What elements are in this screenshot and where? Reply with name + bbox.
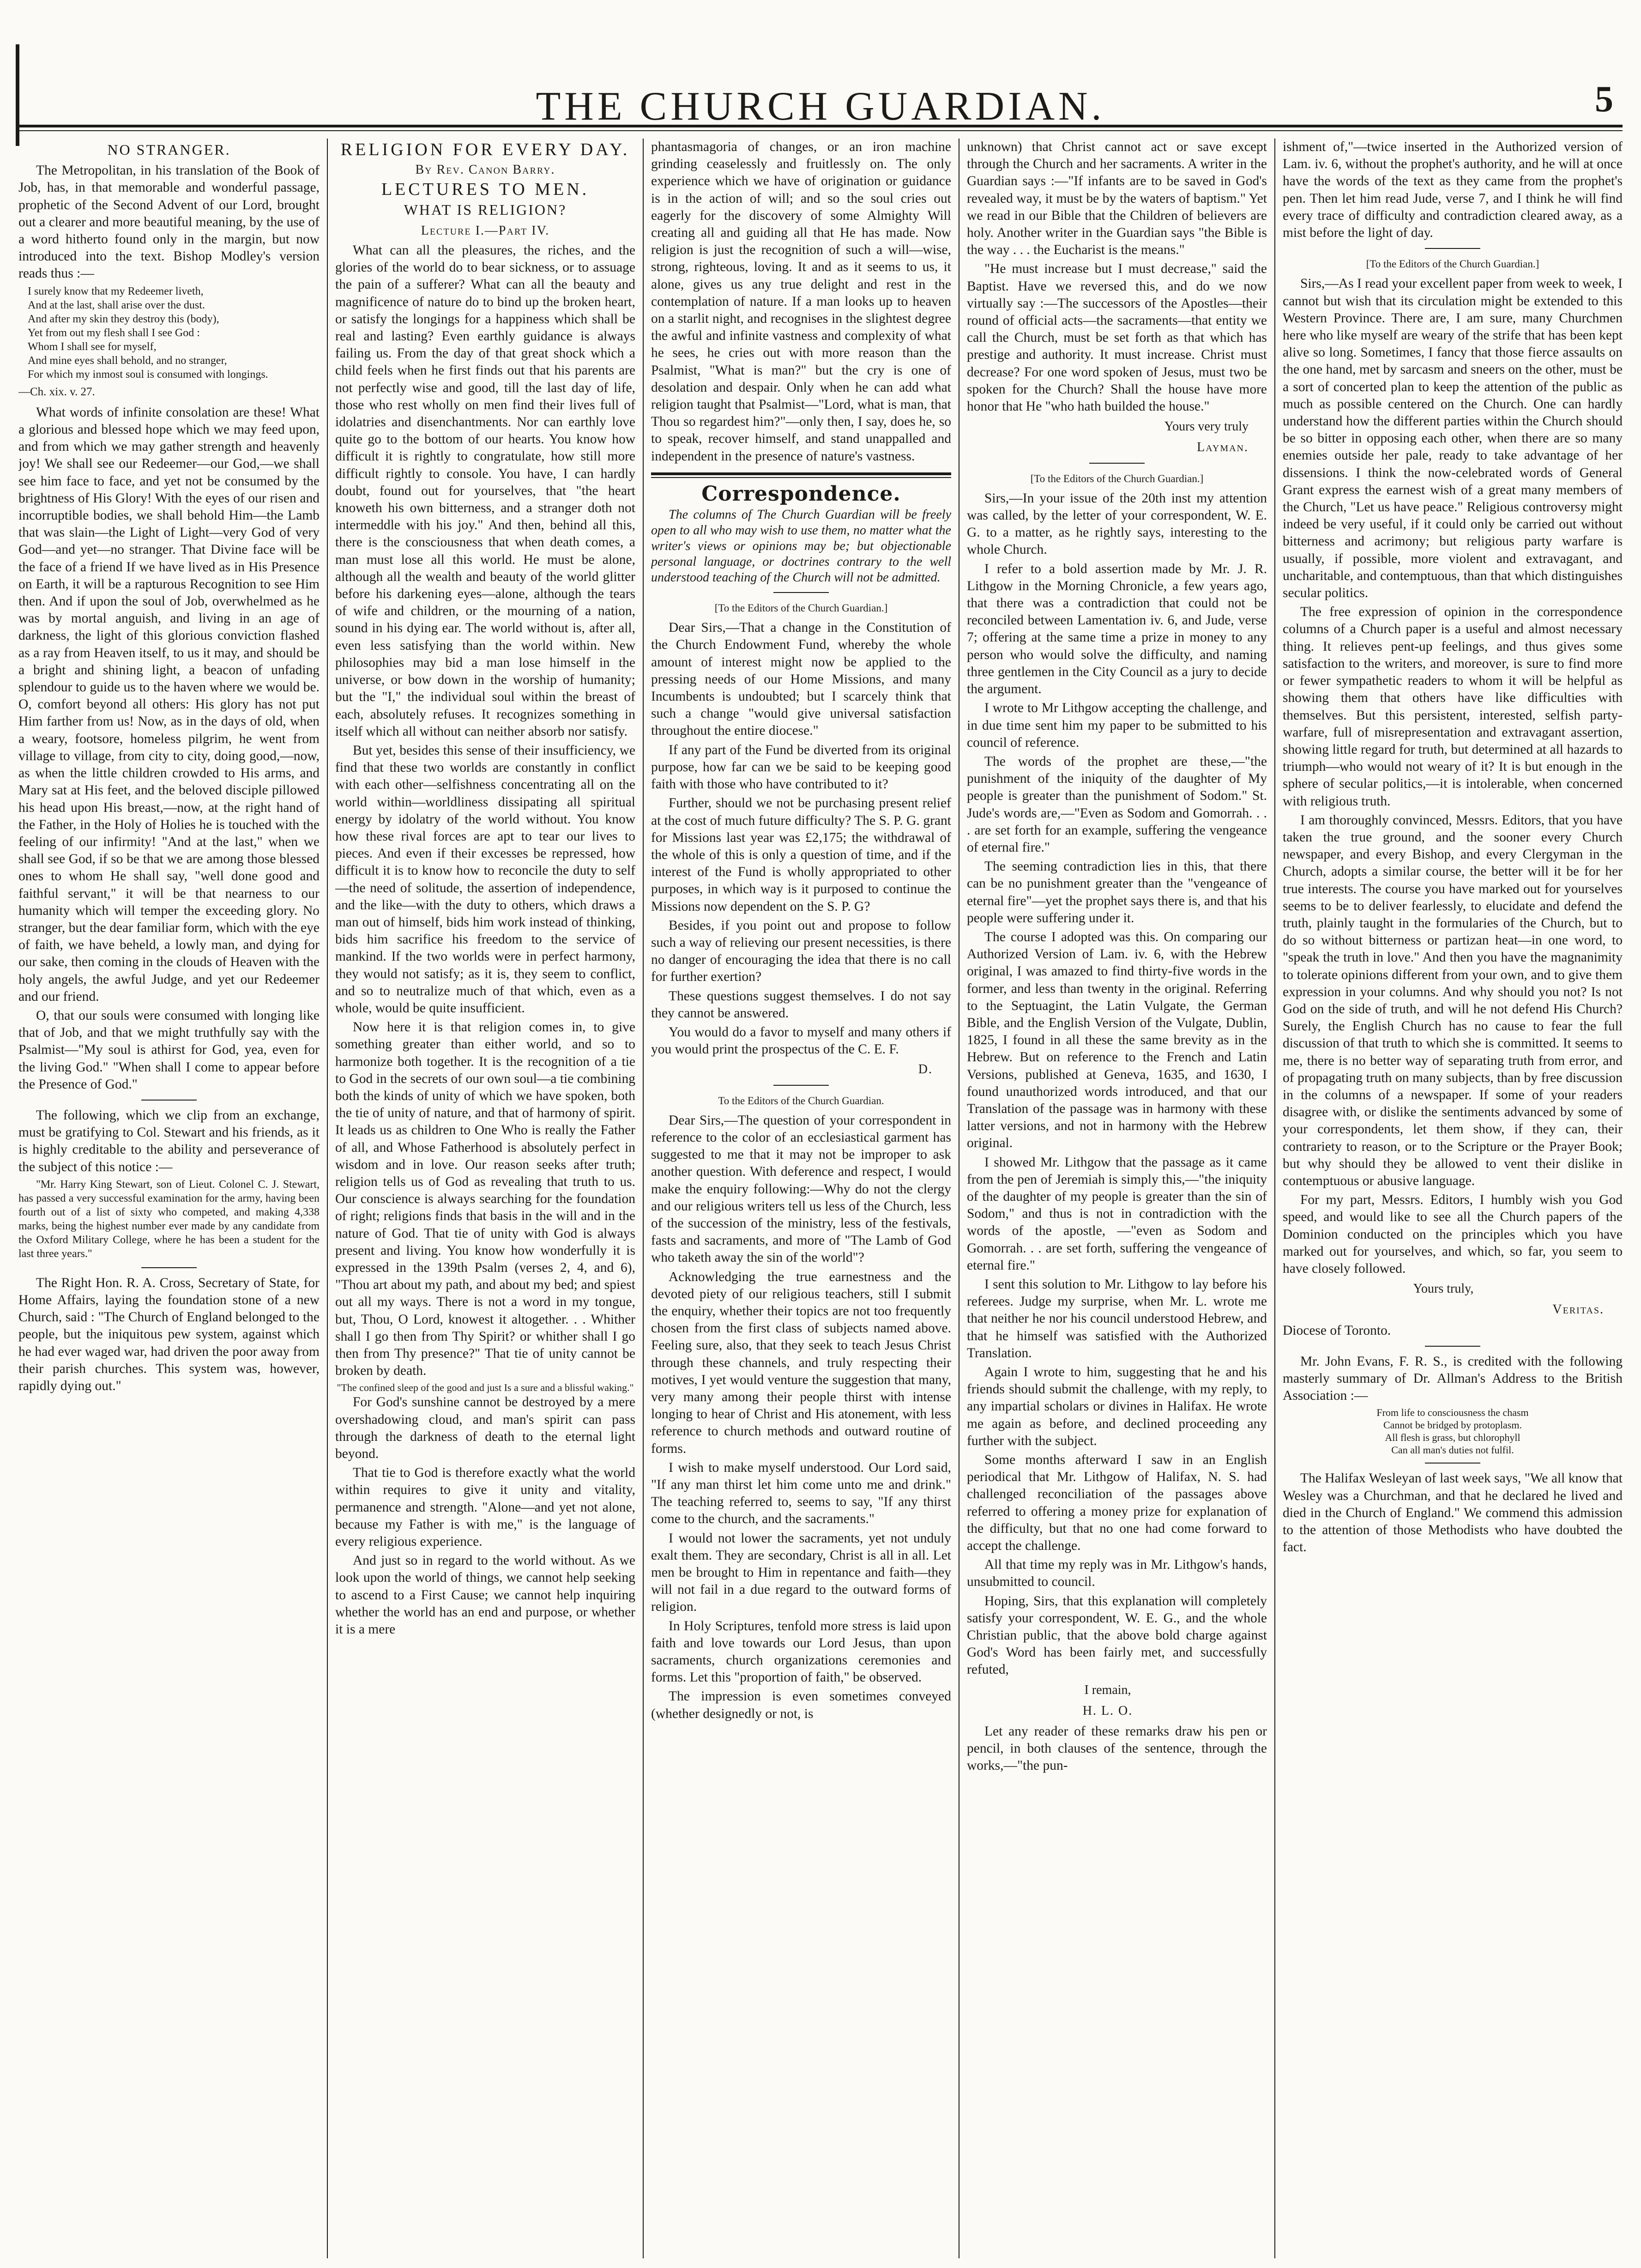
letter-paragraph: All that time my reply was in Mr. Lithgow's hands, unsubmitted to council.: [967, 1557, 1267, 1590]
column-1: [18, 139, 320, 2258]
letter-paragraph: Sirs,—As I read your excellent paper from week to week, I cannot but wish that its circulation might be extended to this Western Province. There are, I am sure, many Churchmen here who like myself are weary of the strife that has been kept alive so long. Sometimes, I fancy that those fierce assaults on the one hand, met by sarcasm and sneers on the other, must be a sort of concerted plan to keep the attention of the public as much as possible centered on the Church. One can hardly understand how the different parties within the Church should be so bitter in opposing each other, when there are so many enemies outside her pale, ready to take advantage of her dissensions. I think the now-celebrated words of General Grant express the earnest wish of a great many members of the Church, "Let us have peace." Religious controversy might indeed be very useful, if it could only be carried out without bitterness and acrimony; but religious party warfare is usually, if possible, more violent and extravagant, and uncharitable, and contemptuous, than that which distinguishes secular politics.: [1283, 276, 1623, 601]
verse-citation: —Ch. xix. v. 27.: [18, 385, 95, 398]
letter-place: Diocese of Toronto.: [1283, 1323, 1391, 1338]
paragraph: And just so in regard to the world without. As we look upon the world of things, we cannot help seeking to ascend to a First Cause; we cannot help inquiring whether the world has an end and purpose, or whether it is a mere: [335, 1553, 635, 1637]
letter-paragraph: These questions suggest themselves. I do not say they cannot be answered.: [651, 988, 951, 1021]
series-title: LECTURES TO MEN.: [381, 180, 590, 200]
divider: [773, 592, 829, 593]
letter-paragraph: Besides, if you point out and propose to follow such a way of relieving our present necessities, is there no danger of encouraging the idea that there is no call for further exertion?: [651, 918, 951, 985]
divider: [141, 1267, 197, 1268]
verse-line: Whom I shall see for myself,: [28, 340, 157, 353]
newspaper-title: THE CHURCH GUARDIAN.: [536, 84, 1105, 129]
divider: [1089, 463, 1145, 464]
page-columns: [18, 139, 1623, 2258]
masthead-rule: [18, 125, 1623, 127]
page-number: 5: [1595, 79, 1613, 120]
article-title-religion: RELIGION FOR EVERY DAY.: [340, 140, 630, 159]
letter-paragraph: Hoping, Sirs, that this explanation will completely satisfy your correspondent, W. E. G., and the whole Christian public, that the above bold charge against God's Word has been fairly met, and successfully refuted,: [967, 1593, 1267, 1677]
letter-paragraph: Acknowledging the true earnestness and the devoted piety of our religious teachers, still I submit the enquiry, whether their topics are not too frequently chosen from the first class of subjects named above. Feeling sure, also, that they seek to teach Jesus Christ through these channels, and truly respecting their motives, I yet would venture the suggestion that many, very many among their people thirst with intense longing to hear of Christ and His atonement, with less reference to church methods and outward routine of forms.: [651, 1269, 951, 1456]
letter-paragraph: ishment of,"—twice inserted in the Authorized version of Lam. iv. 6, without the prophet's authority, and he will at once have the words of the text as they came from the prophet's pen. Then let him read Jude, verse 7, and I think he will find every trace of difficulty and contradiction cleared away, as a mist before the light of day.: [1283, 139, 1623, 241]
letter-paragraph: Sirs,—In your issue of the 20th inst my attention was called, by the letter of your correspondent, W. E. G. to a matter, as he rightly says, interesting to the whole Church.: [967, 490, 1267, 557]
letter-address: [To the Editors of the Church Guardian.]: [714, 602, 888, 614]
letter-address: [To the Editors of the Church Guardian.]: [1030, 472, 1204, 484]
letter-paragraph: I wish to make myself understood. Our Lord said, "If any man thirst let him come unto me and drink." The teaching referred to, seems to say, "If any thirst come to the church, and the sacraments.": [651, 1460, 951, 1527]
masthead-rule-thin: [18, 130, 1623, 131]
paragraph: What can all the pleasures, the riches, and the glories of the world do to bear sickness, or to assuage the pain of a sufferer? What can all the beauty and magnificence of nature do to bind up the broken heart, or satisfy the longings for a happiness which shall be real and lasting? Even earthly guidance is always failing us. From the day of that great shock which a child feels when he first finds out that his parents are not perfectly wise and good, till the last day of life, those who rest wholly on men find their lives full of idolatries and disenchantments. Nor can earthly love quite go to the bottom of our hearts. You know how difficult it is rightly to congratulate, how still more difficult rightly to console. You have, I can hardly doubt, found out for yourselves, that "the heart knoweth his own bitterness, and a stranger doth not intermeddle with his joy." And then, behind all this, there is the consciousness that when death comes, a man must lose all this world. He must be alone, although all the wealth and beauty of the world glitter before his darkening eyes—alone, although the tears of wife and children, or the mourning of a nation, sound in his dying ear. The world without is, after all, even less satisfying than the world within. New philosophies may bid a man lose himself in the universe, or bow down in the worship of humanity; but the "I," the individual soul within the breast of each, absolutely refuses. It recognizes something in itself which all without can neither absorb nor satisfy.: [335, 243, 635, 739]
column-3: [651, 139, 951, 2258]
signature: H. L. O.: [1082, 1703, 1133, 1718]
paragraph: Mr. John Evans, F. R. S., is credited with the following masterly summary of Dr. Allman's Address to the British Association :—: [1283, 1354, 1623, 1403]
verse-line: Yet from out my flesh shall I see God :: [28, 327, 200, 339]
letter-address: To the Editors of the Church Guardian.: [718, 1095, 884, 1107]
verse-line: All flesh is grass, but chlorophyll: [1385, 1432, 1520, 1444]
quoted-paragraph: "Mr. Harry King Stewart, son of Lieut. Colonel C. J. Stewart, has passed a very successful examination for the army, having been fourth out of a list of sixty who competed, and making 4,338 marks, being the highest number ever made by any candidate from the Oxford Military College, where he has been a student for the last three years.": [18, 1178, 320, 1260]
divider-thin: [651, 477, 951, 478]
divider: [141, 1100, 197, 1101]
verse-block: [28, 284, 320, 381]
signature: Layman.: [1197, 440, 1249, 455]
verse-block: [1283, 1406, 1623, 1456]
column-rule: [643, 139, 644, 2258]
column-2: [335, 139, 635, 2258]
letter-paragraph: Dear Sirs,—The question of your correspondent in reference to the color of an ecclesiastical garment has suggested to me that it may not be improper to ask another question. With deference and respect, I would make the enquiry following:—Why do not the clergy and our religious writers tell us less of the Church, less of the succession of the ministry, less of the festivals, fasts and sacraments, and more of "The Lamb of God who taketh away the sin of the world"?: [651, 1113, 951, 1265]
letter-paragraph: I showed Mr. Lithgow that the passage as it came from the pen of Jeremiah is simply this,—"the iniquity of the daughter of my people is greater than the sin of Sodom," and thus is not in contradiction with the words of the apostle, —"even as Sodom and Gomorrah. . . are set forth, suffering the vengeance of eternal fire.": [967, 1155, 1267, 1273]
signature: D.: [918, 1062, 933, 1077]
masthead: [0, 0, 1641, 134]
letter-paragraph: Again I wrote to him, suggesting that he and his friends should submit the challenge, with my reply, to any impartial scholars or divines in Halifax. He wrote me again as before, and declined proceeding any further with the subject.: [967, 1365, 1267, 1448]
column-4: [967, 139, 1267, 2258]
letter-paragraph: The free expression of opinion in the correspondence columns of a Church paper is a useful and almost necessary thing. It relieves pent-up feelings, and thus gives some satisfaction to the writers, and moreover, is sure to find more or fewer sympathetic readers to whom it will be helpful as showing them that others have like difficulties with themselves. But this persistent, interested, selfish party-warfare, full of misrepresentation and extravagant assertion, showing little regard for truth, but determined at all hazards to triumph—who would not weary of it? It is but enough in the sphere of secular politics,—it is intolerable, when concerned with religious truth.: [1283, 605, 1623, 809]
letter-paragraph: The impression is even sometimes conveyed (whether designedly or not, is: [651, 1689, 951, 1721]
divider: [1425, 248, 1480, 249]
letter-paragraph: Let any reader of these remarks draw his pen or pencil, in both clauses of the sentence, through the works,—"the pun-: [967, 1724, 1267, 1773]
letter-paragraph: In Holy Scriptures, tenfold more stress is laid upon faith and love towards our Lord Jesus, than upon sacraments, church organizations ceremonies and forms. Let this "proportion of faith," be observed.: [651, 1618, 951, 1685]
divider: [651, 472, 951, 475]
closing: Yours very truly: [1164, 419, 1249, 434]
letter-paragraph: unknown) that Christ cannot act or save except through the Church and her sacraments. A writer in the Guardian says :—"If infants are to be saved in God's revealed way, it must be by the waters of baptism." Yet we read in our Bible that the Children of believers are holy. Another writer in the Guardian says "the Bible is the way . . . the Eucharist is the means.": [967, 139, 1267, 258]
paragraph: Now here it is that religion comes in, to give something greater than either world, and so to harmonize both together. It is the recognition of a tie to God in the secrets of our own soul—a tie combining both the kinds of unity of which we have spoken, both the tie of unity of nature, and that of harmony of spirit. It leads us as children to One Who is really the Father of all, and Whose Fatherhood is absolutely perfect in wisdom and in love. Our reason seeks after truth; religion tells us of God as revealing that truth to us. Our conscience is always searching for the foundation of right; religions finds that basis in the will and in the nature of God. That tie of unity with God is always present and living. You know how wonderfully it is expressed in the 139th Psalm (verses 2, 4, and 6), "Thou art about my path, and about my bed; and spiest out all my ways. There is not a word in my tongue, but, Thou, O Lord, knowest it altogether. . . Whither shall I go then from Thy Spirit? or whither shall I go then from Thy presence?" That tie of unity cannot be broken by death.: [335, 1020, 635, 1379]
paragraph: For God's sunshine cannot be destroyed by a mere overshadowing cloud, and man's spirit can pass through the darkness of death to the eternal light beyond.: [335, 1395, 635, 1462]
signature: Veritas.: [1552, 1302, 1604, 1317]
letter-address: [To the Editors of the Church Guardian.]: [1366, 258, 1539, 270]
paragraph: The Metropolitan, in his translation of the Book of Job, has, in that memorable and wonderful passage, prophetic of the Second Advent of our Lord, brought out a clearer and more beautiful meaning, by the use of a word hitherto found only in the margin, but now introduced into the text. Bishop Modley's version reads thus :—: [18, 163, 320, 281]
verse-line: Can all man's duties not fulfil.: [1391, 1444, 1514, 1456]
letter-paragraph: Further, should we not be purchasing present relief at the cost of much future difficulty? The S. P. G. grant for Missions last year was £2,175; the withdrawal of the whole of this is only a question of time, and if the interest of the Fund is wholly appropriated to other purposes, in which way is it purposed to continue the Missions now dependent on the S. P. G?: [651, 796, 951, 914]
letter-paragraph: I am thoroughly convinced, Messrs. Editors, that you have taken the true ground, and the sooner every Church newspaper, and every Bishop, and every Clergyman in the Church, adopts a similar course, the better will it be for her true interests. The course you have marked out for yourselves seems to be to deliver fearlessly, to elucidate and defend the truth, plainly taught in the formularies of the Church, but to do so without bitterness or partizan heat—in one word, to "speak the truth in love." And then you have the magnanimity to tolerate opinions different from your own, and to give them expression in your columns. And why should you not? Is not God on the side of truth, and will he not defend His Church? Surely, the English Church has no cause to fear the full discussion of that truth to which she is committed. It seems to me, there is no better way of separating truth from error, and of propagating truth on many subjects, than by free discussion in the columns of a newspaper. If some of your readers disagree with, or dislike the sentiments advanced by some of your correspondents, let them show, if they can, their contrariety to reason, or to the Scripture or the Prayer Book; but why should they be allowed to vent their dislike in contemptuous or abusive language.: [1283, 812, 1623, 1188]
letter-paragraph: I wrote to Mr Lithgow accepting the challenge, and in due time sent him my paper to be submitted to his council of reference.: [967, 701, 1267, 750]
letter-paragraph: "He must increase but I must decrease," said the Baptist. Have we reversed this, and do we now virtually say :—The successors of the Apostles—their round of official acts—the sacraments—that entity we call the Church, must be set forth as that which has prestige and authority. It must increase. Christ must decrease? For one word spoken of Jesus, must two be spoken for the Church? Shall the house have more honor that He "who hath builded the house.": [967, 261, 1267, 414]
paragraph: What words of infinite consolation are these! What a glorious and blessed hope which we may feed upon, and from which we may gather strength and heavenly joy! We shall see our Redeemer—our God,—we shall see him face to face, and yet not be consumed by the brightness of His Glory! With the eyes of our risen and incorruptible bodies, we shall behold Him—the Lamb that was slain—the Light of Light—very God of very God—and yet—no stranger. That Divine face will be the face of a friend If we have lived as in His Presence on Earth, it will be a rapturous Recognition to see Him then. And if upon the soul of Job, overwhelmed as he was by mortal anguish, and living in an age of darkness, the light of this glorious conviction flashed as a ray from Heaven itself, to us it may, and should be a bright and shining light, a beacon of unfading splendour to guide us to the haven where we would be. O, comfort beyond all others: His glory has not put Him farther from us! Now, as in the days of old, when a weary, footsore, homeless pilgrim, he went from village to village, from city to city, doing good,—now, as when the little children crowded to His arms, and Mary sat at His feet, and the beloved disciple pillowed his head upon His breast,—now, at the right hand of the Father, in the Holy of Holies he is touched with the feeling of our infirmity! "And at the last," when we shall see God, if so be that we are among those blessed ones to whom He shall say, "well done good and faithful servant," it will be that nearness to our humanity which will temper the exceeding glory. No stranger, but the dear familiar form, which with the eye of faith, we have beheld, a lowly man, and dying for our sake, then coming in the clouds of Heaven with the holy angels, the awful Judge, and yet our Redeemer and our friend.: [18, 405, 320, 1004]
verse-line: And at the last, shall arise over the dust.: [28, 299, 205, 311]
letter-paragraph: The seeming contradiction lies in this, that there can be no punishment greater than the "vengeance of eternal fire"—yet the prophet says there is, and that his people were suffering under it.: [967, 859, 1267, 925]
paragraph: O, that our souls were consumed with longing like that of Job, and that we might truthfully say with the Psalmist—"My soul is athirst for God, yea, even for the living God." "When shall I come to appear before the Presence of God.": [18, 1008, 320, 1092]
column-rule: [1274, 139, 1275, 2258]
byline: By Rev. Canon Barry.: [415, 163, 555, 177]
verse-line: For which my inmost soul is consumed with longings.: [28, 368, 268, 381]
divider: [1425, 1346, 1480, 1347]
paragraph: The Halifax Wesleyan of last week says, "We all know that Wesley was a Churchman, and that he declared he lived and died in the Church of England." We commend this admission to the attention of those Methodists who have doubted the fact.: [1283, 1471, 1623, 1555]
letter-paragraph: I refer to a bold assertion made by Mr. J. R. Lithgow in the Morning Chronicle, a few years ago, that there was a contradiction that could not be reconciled between Lamentation iv. 6, and Jude, verse 7; offering at the same time a prize in money to any person who would solve the difficulty, and naming three gentlemen in the City Council as a jury to decide the argument.: [967, 561, 1267, 697]
paragraph: phantasmagoria of changes, or an iron machine grinding ceaselessly and fruitlessly on. The only experience which we have of origination or guidance is in the action of will; and so the soul cries out eagerly for the discovery of some Almighty Will creating all and guiding all that He has made. Now religion is just the recognition of such a will—wise, strong, righteous, loving. It and as it seems to us, it alone, gives us any true delight and rest in the contemplation of nature. If a man looks up to heaven on a starlit night, and recognises in the slightest degree the awful and infinite vastness and complexity of what he sees, he cries out with more reason than the Psalmist, "What is man?" but the cry is one of desolation and despair. Only when he can add what religion taught that Psalmist—"Lord, what is man, that Thou so regardest him?"—only then, I say, does he, so to speak, recover himself, and stand unappalled and independent in the presence of nature's vastness.: [651, 139, 951, 464]
verse-line: Cannot be bridged by protoplasm.: [1383, 1419, 1522, 1431]
verse-line: I surely know that my Redeemer liveth,: [28, 285, 204, 297]
paragraph: The following, which we clip from an exchange, must be gratifying to Col. Stewart and his friends, as it is highly creditable to the ability and perseverance of the subject of this notice :—: [18, 1107, 320, 1174]
letter-paragraph: I would not lower the sacraments, yet not unduly exalt them. They are secondary, Christ is all in all. Let men be brought to Him in repentance and faith—they will not fail in a due regard to the outward forms of religion.: [651, 1530, 951, 1615]
divider: [1425, 1463, 1480, 1464]
article-subtitle: WHAT IS RELIGION?: [404, 201, 567, 218]
letter-paragraph: I sent this solution to Mr. Lithgow to lay before his referees. Judge my surprise, when Mr. L. wrote me that neither he nor his council understood Hebrew, and that he himself was satisfied with the Authorized Translation.: [967, 1277, 1267, 1361]
closing: I remain,: [1084, 1682, 1131, 1697]
verse-line: From life to consciousness the chasm: [1376, 1407, 1529, 1419]
letter-paragraph: The words of the prophet are these,—"the punishment of the iniquity of the daughter of My people is greater than the punishment of Sodom." St. Jude's words are,—"Even as Sodom and Gomorrah. . . . are set forth for an example, suffering the vengeance of eternal fire.": [967, 754, 1267, 855]
letter-paragraph: You would do a favor to myself and many others if you would print the prospectus of the C. E. F.: [651, 1024, 951, 1057]
editorial-note: The columns of The Church Guardian will be freely open to all who may wish to use them, no matter what the writer's views or opinions may be; but objectionable personal language, or doctrines contrary to the well understood teaching of the Church will not be admitted.: [651, 508, 951, 585]
verse-line: And mine eyes shall behold, and no stranger,: [28, 354, 227, 367]
column-5: [1283, 139, 1623, 2258]
poem-quote: "The confined sleep of the good and just Is a sure and a blissful waking.": [337, 1382, 634, 1394]
paragraph: That tie to God is therefore exactly what the world within requires to give it unity and vitality, permanence and strength. "Alone—and yet not alone, because my Father is with me," is the language of every religious experience.: [335, 1465, 635, 1549]
paragraph: The Right Hon. R. A. Cross, Secretary of State, for Home Affairs, laying the foundation stone of a new Church, said : "The Church of England belonged to the people, but the iniquitous pew system, against which he had ever waged war, had driven the poor away from their parish churches. This system was, however, rapidly dying out.": [18, 1275, 320, 1393]
divider: [773, 1085, 829, 1086]
paragraph: But yet, besides this sense of their insufficiency, we find that these two worlds are constantly in conflict with each other—selfishness concentrating all on the world within—worldliness dissipating all spiritual energy by idolatry of the world without. You know how these rival forces are apt to tear our lives to pieces. And even if their excesses be repressed, how difficult it is to know how to reconcile the duty to self—the need of solitude, the assertion of independence, and the like—with the duty to others, which draws a man out of himself, bids him work instead of thinking, bids him sacrifice his freedom to the service of mankind. If the two worlds were in perfect harmony, they would not satisfy; as it is, they seem to conflict, and so to neutralize much of that which, even as a whole, would be quite insufficient.: [335, 743, 635, 1016]
letter-paragraph: The course I adopted was this. On comparing our Authorized Version of Lam. iv. 6, with the Hebrew original, I was amazed to find thirty-five words in the former, and less than twenty in the original. Referring to the Septuagint, the Latin Vulgate, the German Bible, and the English Version of the Vulgate, Dublin, 1825, I found in all these the same brevity as in the Hebrew. But on reference to the French and Latin Versions, published at Geneva, 1635, and 1630, I found unauthorized words introduced, and that our Translation of the passage was in harmony with these latter versions, and not in harmony with the Hebrew original.: [967, 929, 1267, 1151]
article-title-no-stranger: NO STRANGER.: [107, 141, 231, 158]
letter-paragraph: Some months afterward I saw in an English periodical that Mr. Lithgow of Halifax, N. S. had challenged reconciliation of the passages above referred to offering a money prize for explanation of the difficulty, but that no one had come forward to accept the challenge.: [967, 1452, 1267, 1554]
closing: Yours truly,: [1413, 1282, 1474, 1296]
column-rule: [327, 139, 328, 2258]
letter-paragraph: For my part, Messrs. Editors, I humbly wish you God speed, and would like to see all the Church papers of the Dominion conducted on the principles which you have marked out for yourselves, and which, so far, you seem to have closely followed.: [1283, 1192, 1623, 1276]
letter-paragraph: Dear Sirs,—That a change in the Constitution of the Church Endowment Fund, whereby the whole amount of interest might now be applied to the pressing needs of our Home Missions, and many Incumbents is undoubted; but I scarcely think that such a change "would give universal satisfaction throughout the entire diocese.": [651, 620, 951, 738]
lecture-part: Lecture I.—Part IV.: [421, 223, 550, 238]
verse-line: And after my skin they destroy this (body),: [28, 313, 219, 325]
section-heading-correspondence: Correspondence.: [701, 482, 901, 506]
letter-paragraph: If any part of the Fund be diverted from its original purpose, how far can we be said to be keeping good faith with those who have contributed to it?: [651, 742, 951, 792]
